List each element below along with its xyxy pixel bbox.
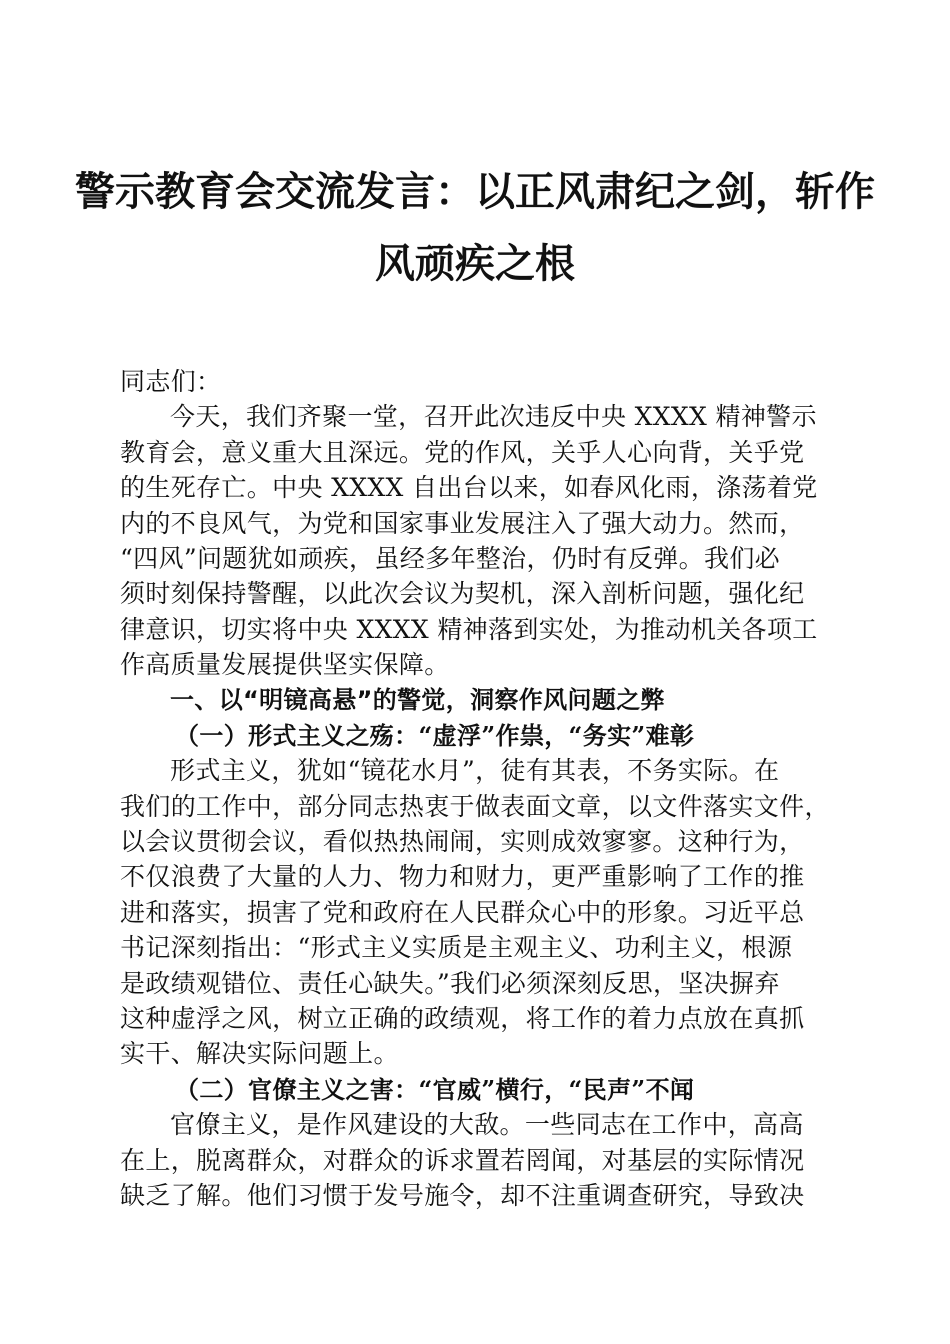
paragraph-line: 形式主义，犹如“镜花水月”，徒有其表，不务实际。在: [170, 756, 780, 786]
paragraph-line: 不仅浪费了大量的人力、物力和财力，更严重影响了工作的推: [120, 862, 805, 892]
section-heading: 一、以“明镜高悬”的警觉，洞察作风问题之弊: [170, 685, 665, 714]
paragraph-line: 作高质量发展提供坚实保障。: [120, 650, 450, 680]
paragraph-line: “四风”问题犹如顽疾，虽经多年整治，仍时有反弹。我们必: [120, 543, 781, 573]
paragraph-line: 内的不良风气，为党和国家事业发展注入了强大动力。然而，: [120, 508, 805, 538]
paragraph-line: 书记深刻指出：“形式主义实质是主观主义、功利主义，根源: [120, 933, 793, 963]
paragraph-line: 是政绩观错位、责任心缺失。”我们必须深刻反思，坚决摒弃: [120, 968, 780, 998]
paragraph-line: 这种虚浮之风，树立正确的政绩观，将工作的着力点放在真抓: [120, 1004, 805, 1034]
subsection-heading: （二）官僚主义之害：“官威”横行，“民声”不闻: [175, 1074, 695, 1104]
subsection-heading: （一）形式主义之殇：“虚浮”作祟，“务实”难彰: [175, 720, 695, 750]
paragraph-line: 缺乏了解。他们习惯于发号施令，却不注重调查研究，导致决: [120, 1180, 805, 1210]
document-title-line-2: 风顽疾之根: [375, 240, 575, 287]
paragraph-line: 以会议贯彻会议，看似热热闹闹，实则成效寥寥。这种行为，: [120, 827, 805, 857]
paragraph-line: 的生死存亡。中央 XXXX 自出台以来，如春风化雨，涤荡着党: [120, 473, 818, 503]
paragraph-line: 官僚主义，是作风建设的大敌。一些同志在工作中，高高: [170, 1110, 804, 1140]
paragraph-line: 实干、解决实际问题上。: [120, 1039, 399, 1069]
salutation: 同志们：: [120, 367, 222, 396]
paragraph-line: 我们的工作中，部分同志热衷于做表面文章，以文件落实文件，: [120, 791, 830, 821]
paragraph-line: 律意识，切实将中央 XXXX 精神落到实处，为推动机关各项工: [120, 614, 818, 644]
paragraph-line: 教育会，意义重大且深远。党的作风，关乎人心向背，关乎党: [120, 437, 805, 467]
paragraph-line: 今天，我们齐聚一堂，召开此次违反中央 XXXX 精神警示: [170, 402, 817, 432]
paragraph-line: 须时刻保持警醒，以此次会议为契机，深入剖析问题，强化纪: [120, 579, 805, 609]
document-body: [120, 364, 832, 1213]
document-title-line-1: 警示教育会交流发言：以正风肃纪之剑，斩作: [75, 168, 875, 215]
paragraph-line: 在上，脱离群众，对群众的诉求置若罔闻，对基层的实际情况: [120, 1145, 805, 1175]
paragraph-line: 进和落实，损害了党和政府在人民群众心中的形象。习近平总: [120, 897, 805, 927]
